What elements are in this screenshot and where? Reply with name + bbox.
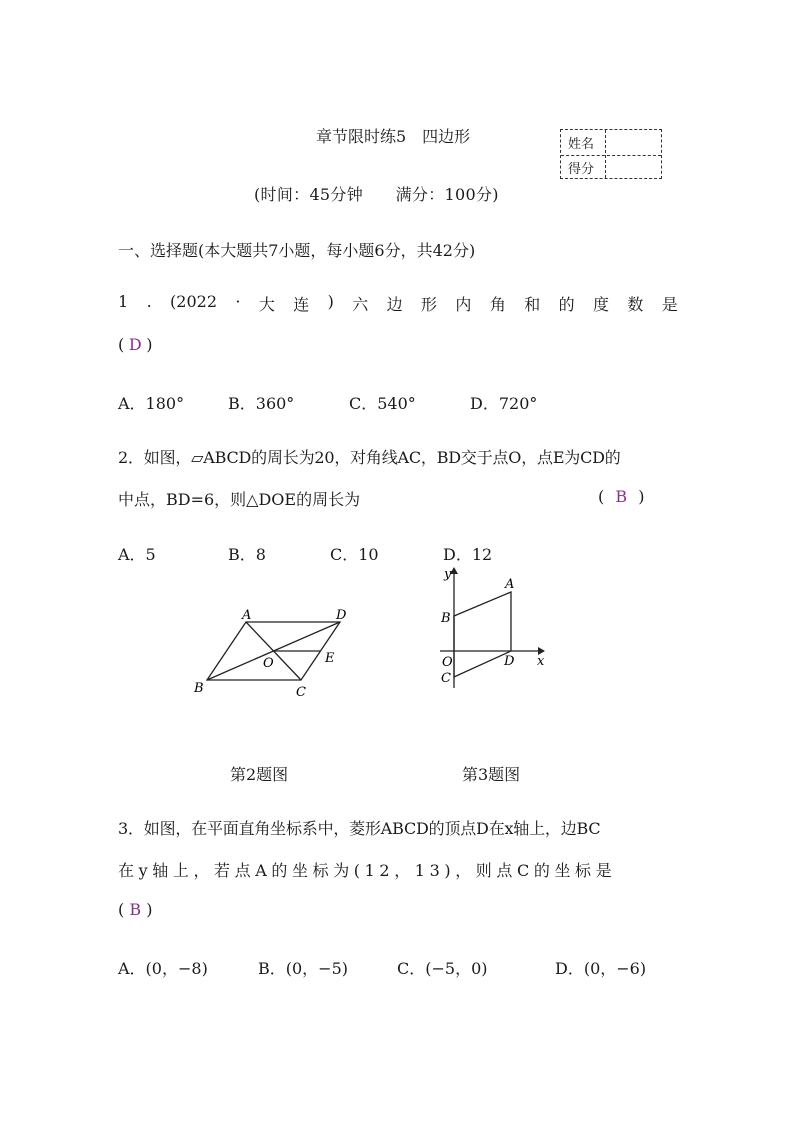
- label-a: A: [505, 577, 515, 592]
- q3-stem-line1: 3．如图，在平面直角坐标系中，菱形ABCD的顶点D在x轴上，边BC: [118, 819, 601, 838]
- q1-char: 1: [118, 292, 129, 311]
- q2-answer-bracket: [598, 487, 645, 506]
- q1-char: .: [146, 292, 152, 311]
- q3-option-d: D．(0，−6): [555, 959, 647, 978]
- q1-char: 连: [293, 295, 310, 314]
- q1-char: ·: [235, 292, 241, 311]
- q1-char: 数: [627, 295, 644, 314]
- score-label: 得分: [568, 162, 595, 177]
- q1-paren-close: ): [146, 335, 153, 354]
- q1-char: 内: [455, 295, 472, 314]
- label-b: B: [194, 681, 204, 696]
- section-heading: 一、选择题(本大题共7小题，每小题6分，共42分): [118, 241, 476, 260]
- q1-option-c: C．540°: [349, 394, 416, 413]
- name-label: 姓名: [568, 137, 595, 152]
- q1-char: 形: [421, 295, 438, 314]
- score-row: [561, 155, 661, 180]
- q3-answer-bracket: [118, 900, 153, 919]
- q1-char: 和: [524, 295, 541, 314]
- q3-option-a: A．(0，−8): [118, 959, 208, 978]
- name-row: [561, 130, 661, 156]
- label-o: O: [442, 655, 453, 670]
- q2-stem-line2: 中点，BD=6，则△DOE的周长为: [118, 490, 361, 509]
- q1-option-b: B．360°: [228, 394, 295, 413]
- q3-option-c: C．(−5，0): [397, 959, 488, 978]
- q1-answer: D: [128, 335, 142, 354]
- q1-char: 角: [489, 295, 506, 314]
- q1-char: 度: [592, 295, 609, 314]
- q2-option-b: B．8: [228, 545, 266, 564]
- label-a: A: [242, 608, 252, 623]
- q1-char: 的: [558, 295, 575, 314]
- q1-char: 边: [386, 295, 403, 314]
- box-divider: [605, 130, 606, 178]
- label-c: C: [441, 671, 451, 686]
- label-e: E: [325, 651, 335, 666]
- label-d: D: [336, 608, 347, 623]
- q2-paren-close: ): [638, 487, 645, 506]
- q2-answer: B: [615, 487, 628, 506]
- page-title: 章节限时练5 四边形: [316, 127, 471, 146]
- q3-figure-caption: 第3题图: [462, 765, 521, 784]
- q1-answer-bracket: [118, 335, 153, 354]
- q3-paren-open: (: [118, 900, 125, 919]
- q1-paren-open: (: [118, 335, 125, 354]
- q2-option-d: D．12: [443, 545, 493, 564]
- label-b: B: [441, 611, 451, 626]
- label-c: C: [296, 685, 306, 700]
- q3-stem-line2: 在y轴上，若点A的坐标为(12，13)，则点C的坐标是: [118, 861, 617, 880]
- name-score-box: [560, 129, 662, 179]
- q2-option-c: C．10: [330, 545, 379, 564]
- axis-label-x: x: [537, 654, 545, 669]
- q1-char: 是: [661, 295, 678, 314]
- q3-answer: B: [129, 900, 142, 919]
- q1-option-d: D．720°: [470, 394, 538, 413]
- q3-paren-close: ): [146, 900, 153, 919]
- label-o: O: [263, 656, 274, 671]
- q1-char: 大: [258, 295, 275, 314]
- q2-parallelogram-figure: [188, 600, 360, 705]
- q3-option-b: B．(0，−5): [258, 959, 349, 978]
- q2-stem-line1: 2．如图，▱ABCD的周长为20，对角线AC，BD交于点O，点E为CD的: [118, 448, 621, 467]
- q1-char: ): [327, 292, 334, 311]
- q1-option-a: A．180°: [118, 394, 185, 413]
- q2-figure-caption: 第2题图: [230, 765, 289, 784]
- axis-label-y: y: [444, 567, 452, 582]
- q2-option-a: A．5: [118, 545, 156, 564]
- q1-char: (2022: [170, 292, 217, 311]
- q3-coordinate-figure: [434, 562, 552, 694]
- label-d: D: [504, 654, 515, 669]
- q2-paren-open: (: [598, 487, 605, 506]
- time-info: (时间：45分钟 满分：100分): [254, 185, 499, 204]
- rhombus-abcd: [454, 592, 511, 677]
- q1-char: 六: [352, 295, 369, 314]
- q1-stem: [118, 292, 678, 315]
